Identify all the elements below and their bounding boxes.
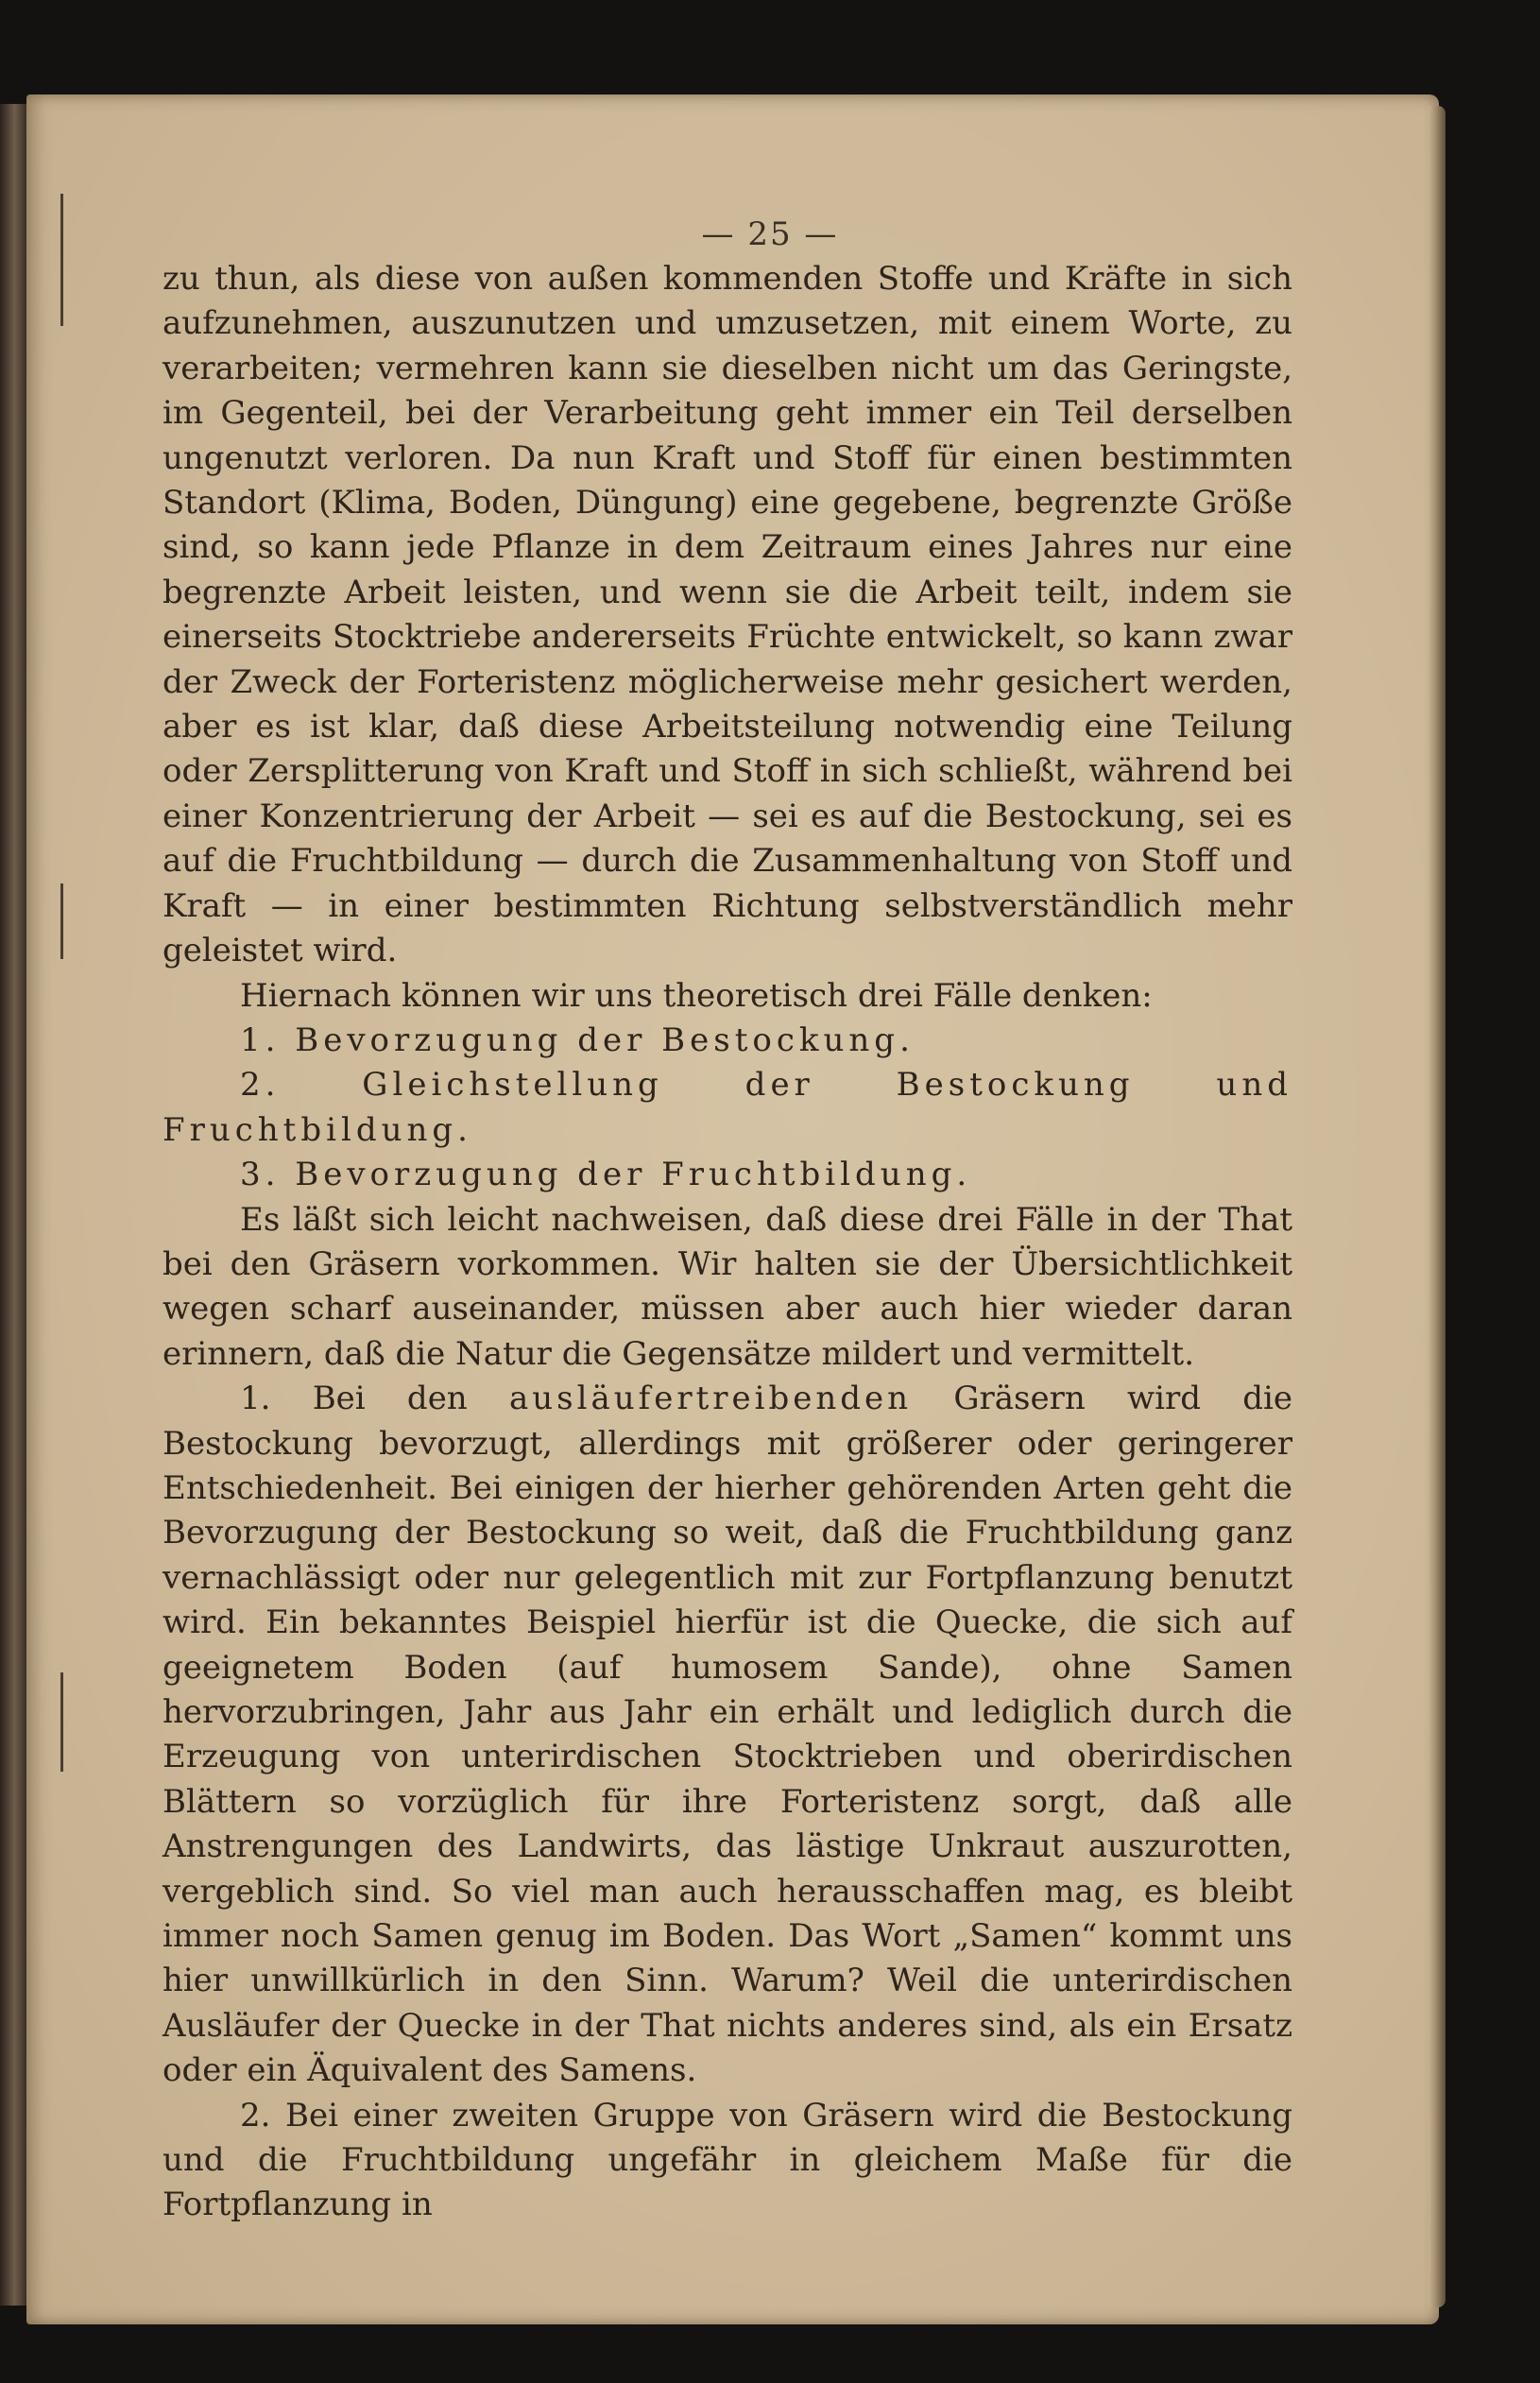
margin-mark-top: [60, 194, 63, 326]
margin-mark-middle: [60, 883, 63, 959]
paragraph-4: [163, 1377, 1292, 2094]
page-right-edge: [1429, 106, 1446, 2307]
list-item-2: 2. Gleichstellung der Bestockung und Fruchtbildung.: [163, 1066, 1292, 1149]
page-text: [163, 257, 1292, 2228]
paragraph-1: zu thun, als diese von außen kommenden Stoffe und Kräfte in sich aufzunehmen, auszunutzen und umzusetzen, mit einem Worte, zu verarbeiten; vermehren kann sie dieselben nicht um das Geringste, im Gegenteil, bei der Verarbeitung geht immer ein Teil derselben ungenutzt verloren. Da nun Kraft und Stoff für einen bestimmten Standort (Klima, Boden, Düngung) eine gegebene, begrenzte Größe sind, so kann jede Pflanze in dem Zeitraum eines Jahres nur eine begrenzte Arbeit leisten, und wenn sie die Arbeit teilt, indem sie einerseits Stocktriebe andererseits Früchte entwickelt, so kann zwar der Zweck der Forteristenz möglicherweise mehr gesichert werden, aber es ist klar, daß diese Arbeitsteilung notwendig eine Teilung oder Zersplitterung von Kraft und Stoff in sich schließt, während bei einer Konzentrierung der Arbeit — sei es auf die Bestockung, sei es auf die Fruchtbildung — durch die Zusammenhaltung von Stoff und Kraft — in einer bestimmten Richtung selbstverständlich mehr geleistet wird.: [163, 260, 1292, 970]
left-page-edge: [0, 104, 26, 2306]
page-number: — 25 —: [701, 215, 839, 253]
paragraph-4-body: Gräsern wird die Bestockung bevorzugt, allerdings mit größerer oder geringerer Entschiedenheit. Bei einigen der hierher gehörenden Arten geht die Bevorzugung der Bestockung so weit, daß die Fruchtbildung ganz vernachlässigt oder nur gelegentlich mit zur Fortpflanzung benutzt wird. Ein bekanntes Beispiel hierfür ist die Quecke, die sich auf geeignetem Boden (auf humosem Sande), ohne Samen hervorzubringen, Jahr aus Jahr ein erhält und lediglich durch die Erzeugung von unterirdischen Stocktrieben und oberirdischen Blättern so vorzüglich für ihre Forteristenz sorgt, daß alle Anstrengungen des Landwirts, das lästige Unkraut auszurotten, vergeblich sind. So viel man auch herausschaffen mag, es bleibt immer noch Samen genug im Boden. Das Wort „Samen“ kommt uns hier unwillkürlich in den Sinn. Warum? Weil die unterirdischen Ausläufer der Quecke in der That nichts anderes sind, als ein Ersatz oder ein Äquivalent des Samens.: [163, 1380, 1293, 2090]
paragraph-2: Hiernach können wir uns theoretisch drei Fälle denken:: [240, 976, 1153, 1015]
paragraph-4-emphasis: ausläufertreibenden: [508, 1380, 913, 1418]
list-item-3: 3. Bevorzugung der Fruchtbildung.: [240, 1156, 972, 1194]
paragraph-3: Es läßt sich leicht nachweisen, daß diese drei Fälle in der That bei den Gräsern vorkommen. Wir halten sie der Übersichtlichkeit wegen scharf auseinander, müssen aber auch hier wieder daran erinnern, daß die Natur die Gegensätze mildert und vermittelt.: [163, 1200, 1292, 1373]
margin-mark-lower: [60, 1672, 63, 1772]
list-item-1: 1. Bevorzugung der Bestockung.: [240, 1020, 915, 1059]
paragraph-5: 2. Bei einer zweiten Gruppe von Gräsern wird die Bestockung und die Fruchtbildung ungefähr in gleichem Maße für die Fortpflanzung in: [163, 2096, 1292, 2224]
paragraph-4-lead: 1. Bei den: [240, 1380, 468, 1418]
